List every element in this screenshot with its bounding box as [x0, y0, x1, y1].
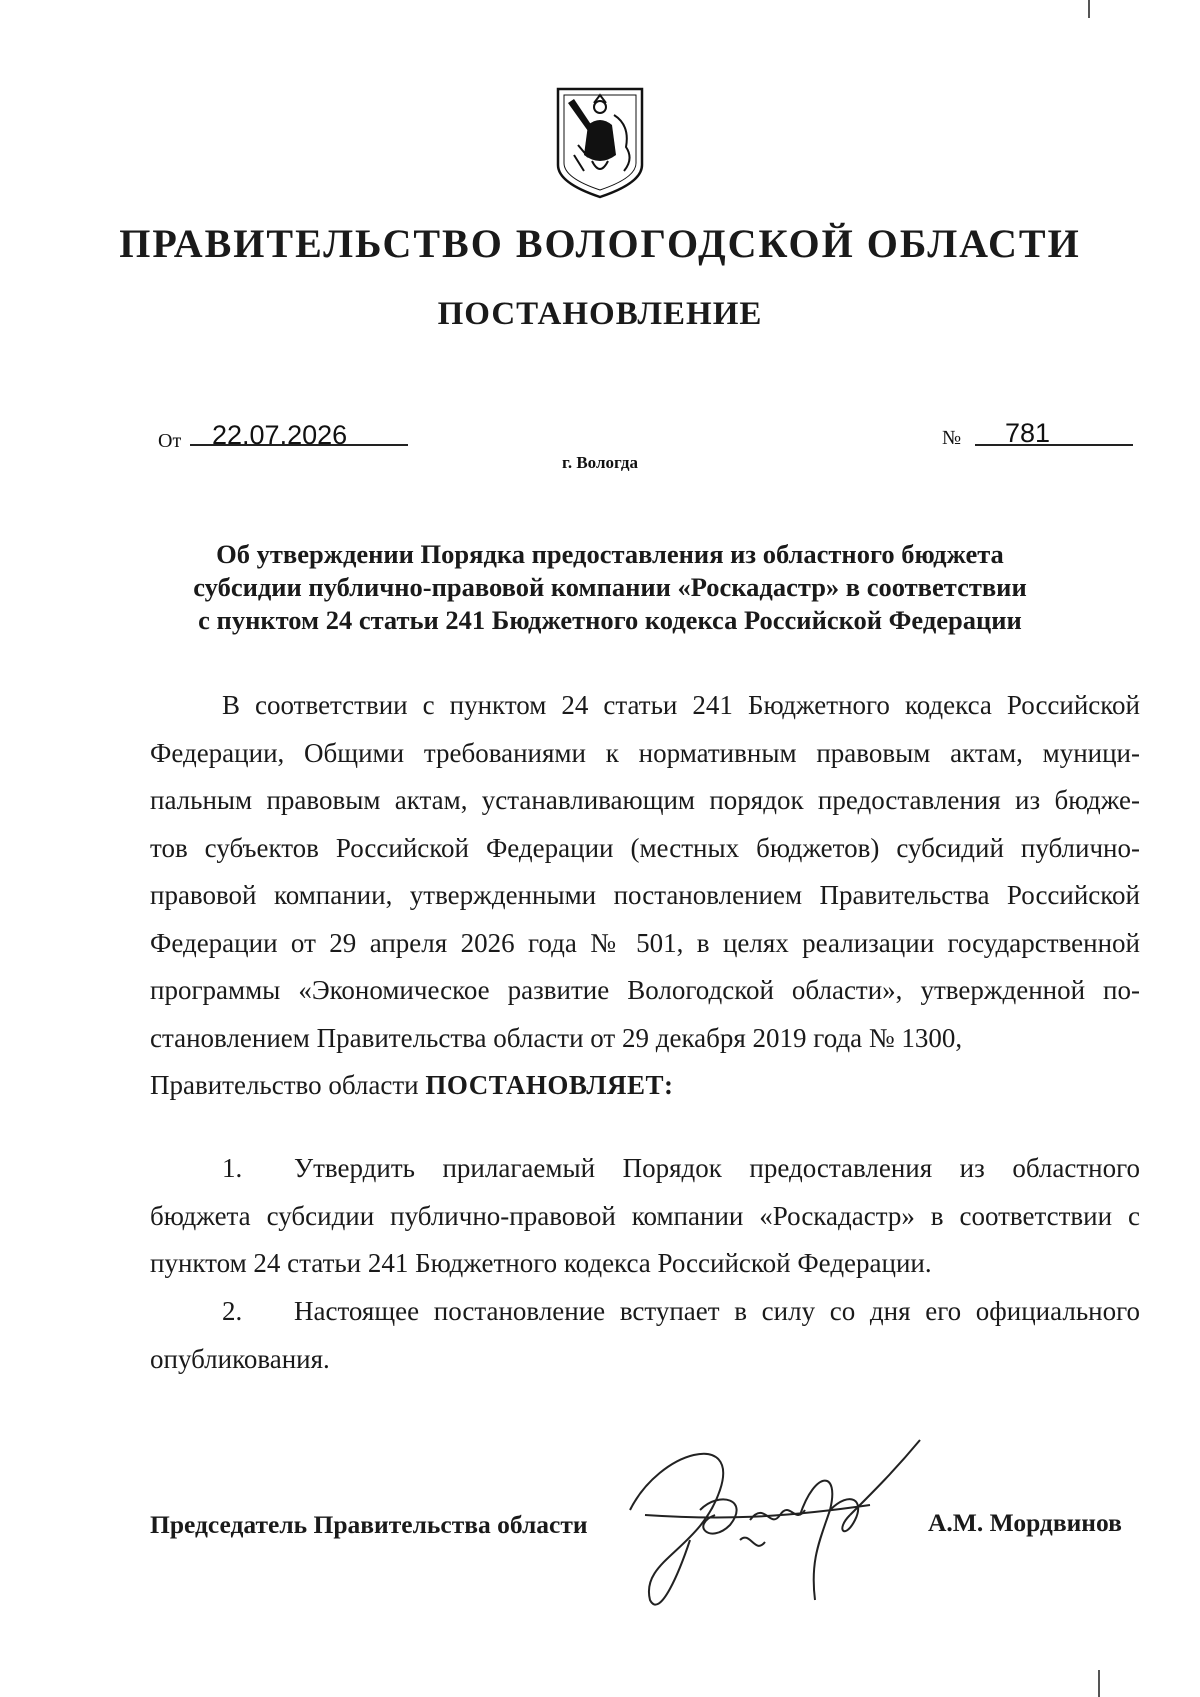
resolution-colon: : — [663, 1070, 674, 1100]
item-text: Настоящее постановление вступает в силу со дня его официального — [294, 1296, 1140, 1326]
subject-line: Об утверждении Порядка предоставления из областного бюджета — [216, 539, 1004, 569]
signatory-name: А.М. Мордвинов — [928, 1508, 1122, 1537]
subject-line: субсидии публично-правовой компании «Роскадастр» в соответствии — [193, 572, 1027, 602]
number-prefix: № — [942, 427, 962, 449]
item-1 — [150, 1145, 1140, 1288]
preamble-line: программы «Экономическое развитие Вологодской области», утвержденной по- — [150, 975, 1140, 1005]
signatory-position: Председатель Правительства области — [150, 1510, 588, 1539]
item-text: Утвердить прилагаемый Порядок предоставления из областного — [294, 1153, 1140, 1183]
preamble-line: пальным правовым актам, устанавливающим порядок предоставления из бюдже- — [150, 785, 1140, 815]
scan-edge-mark — [1098, 1670, 1100, 1697]
document-number: 781 — [1005, 418, 1051, 448]
preamble-line: правовой компании, утвержденными постановлением Правительства Российской — [150, 880, 1140, 910]
city: г. Вологда — [562, 453, 638, 472]
resolution-keyword: ПОСТАНОВЛЯЕТ — [425, 1070, 664, 1100]
date-prefix: От — [158, 430, 182, 452]
document-date: 22.07.2026 — [212, 420, 348, 450]
item-number: 2. — [222, 1296, 243, 1326]
item-number: 1. — [222, 1153, 243, 1183]
preamble-line: становлением Правительства области от 29 декабря 2019 года № 1300, — [150, 1022, 963, 1053]
resolution-text: Правительство области — [150, 1070, 426, 1100]
coat-of-arms-icon — [554, 85, 646, 200]
preamble — [150, 682, 1140, 1110]
subject-line: с пунктом 24 статьи 241 Бюджетного кодекса Российской Федерации — [198, 605, 1022, 635]
item-line: опубликования. — [150, 1343, 330, 1374]
document-type: ПОСТАНОВЛЕНИЕ — [437, 296, 763, 332]
organization-title: ПРАВИТЕЛЬСТВО ВОЛОГОДСКОЙ ОБЛАСТИ — [119, 221, 1081, 266]
scan-edge-mark — [1088, 0, 1090, 18]
preamble-line: Федерации от 29 апреля 2026 года № 501, в целях реализации государственной — [150, 927, 1140, 958]
number-underline — [975, 444, 1133, 446]
document-subject — [140, 538, 1080, 637]
item-line — [150, 1145, 1140, 1193]
item-line — [150, 1288, 1140, 1336]
item-line: пунктом 24 статьи 241 Бюджетного кодекса Российской Федерации. — [150, 1248, 932, 1278]
item-2 — [150, 1288, 1140, 1383]
preamble-line: тов субъектов Российской Федерации (местных бюджетов) субсидий публично- — [150, 832, 1140, 863]
item-line: бюджета субсидии публично-правовой компании «Роскадастр» в соответствии с — [150, 1200, 1140, 1231]
handwritten-signature — [600, 1430, 930, 1620]
preamble-line: В соответствии с пунктом 24 статьи 241 Бюджетного кодекса Российской — [222, 690, 1140, 720]
preamble-line: Федерации, Общими требованиями к нормативным правовым актам, муници- — [150, 737, 1140, 768]
resolution-line — [150, 1062, 1140, 1110]
